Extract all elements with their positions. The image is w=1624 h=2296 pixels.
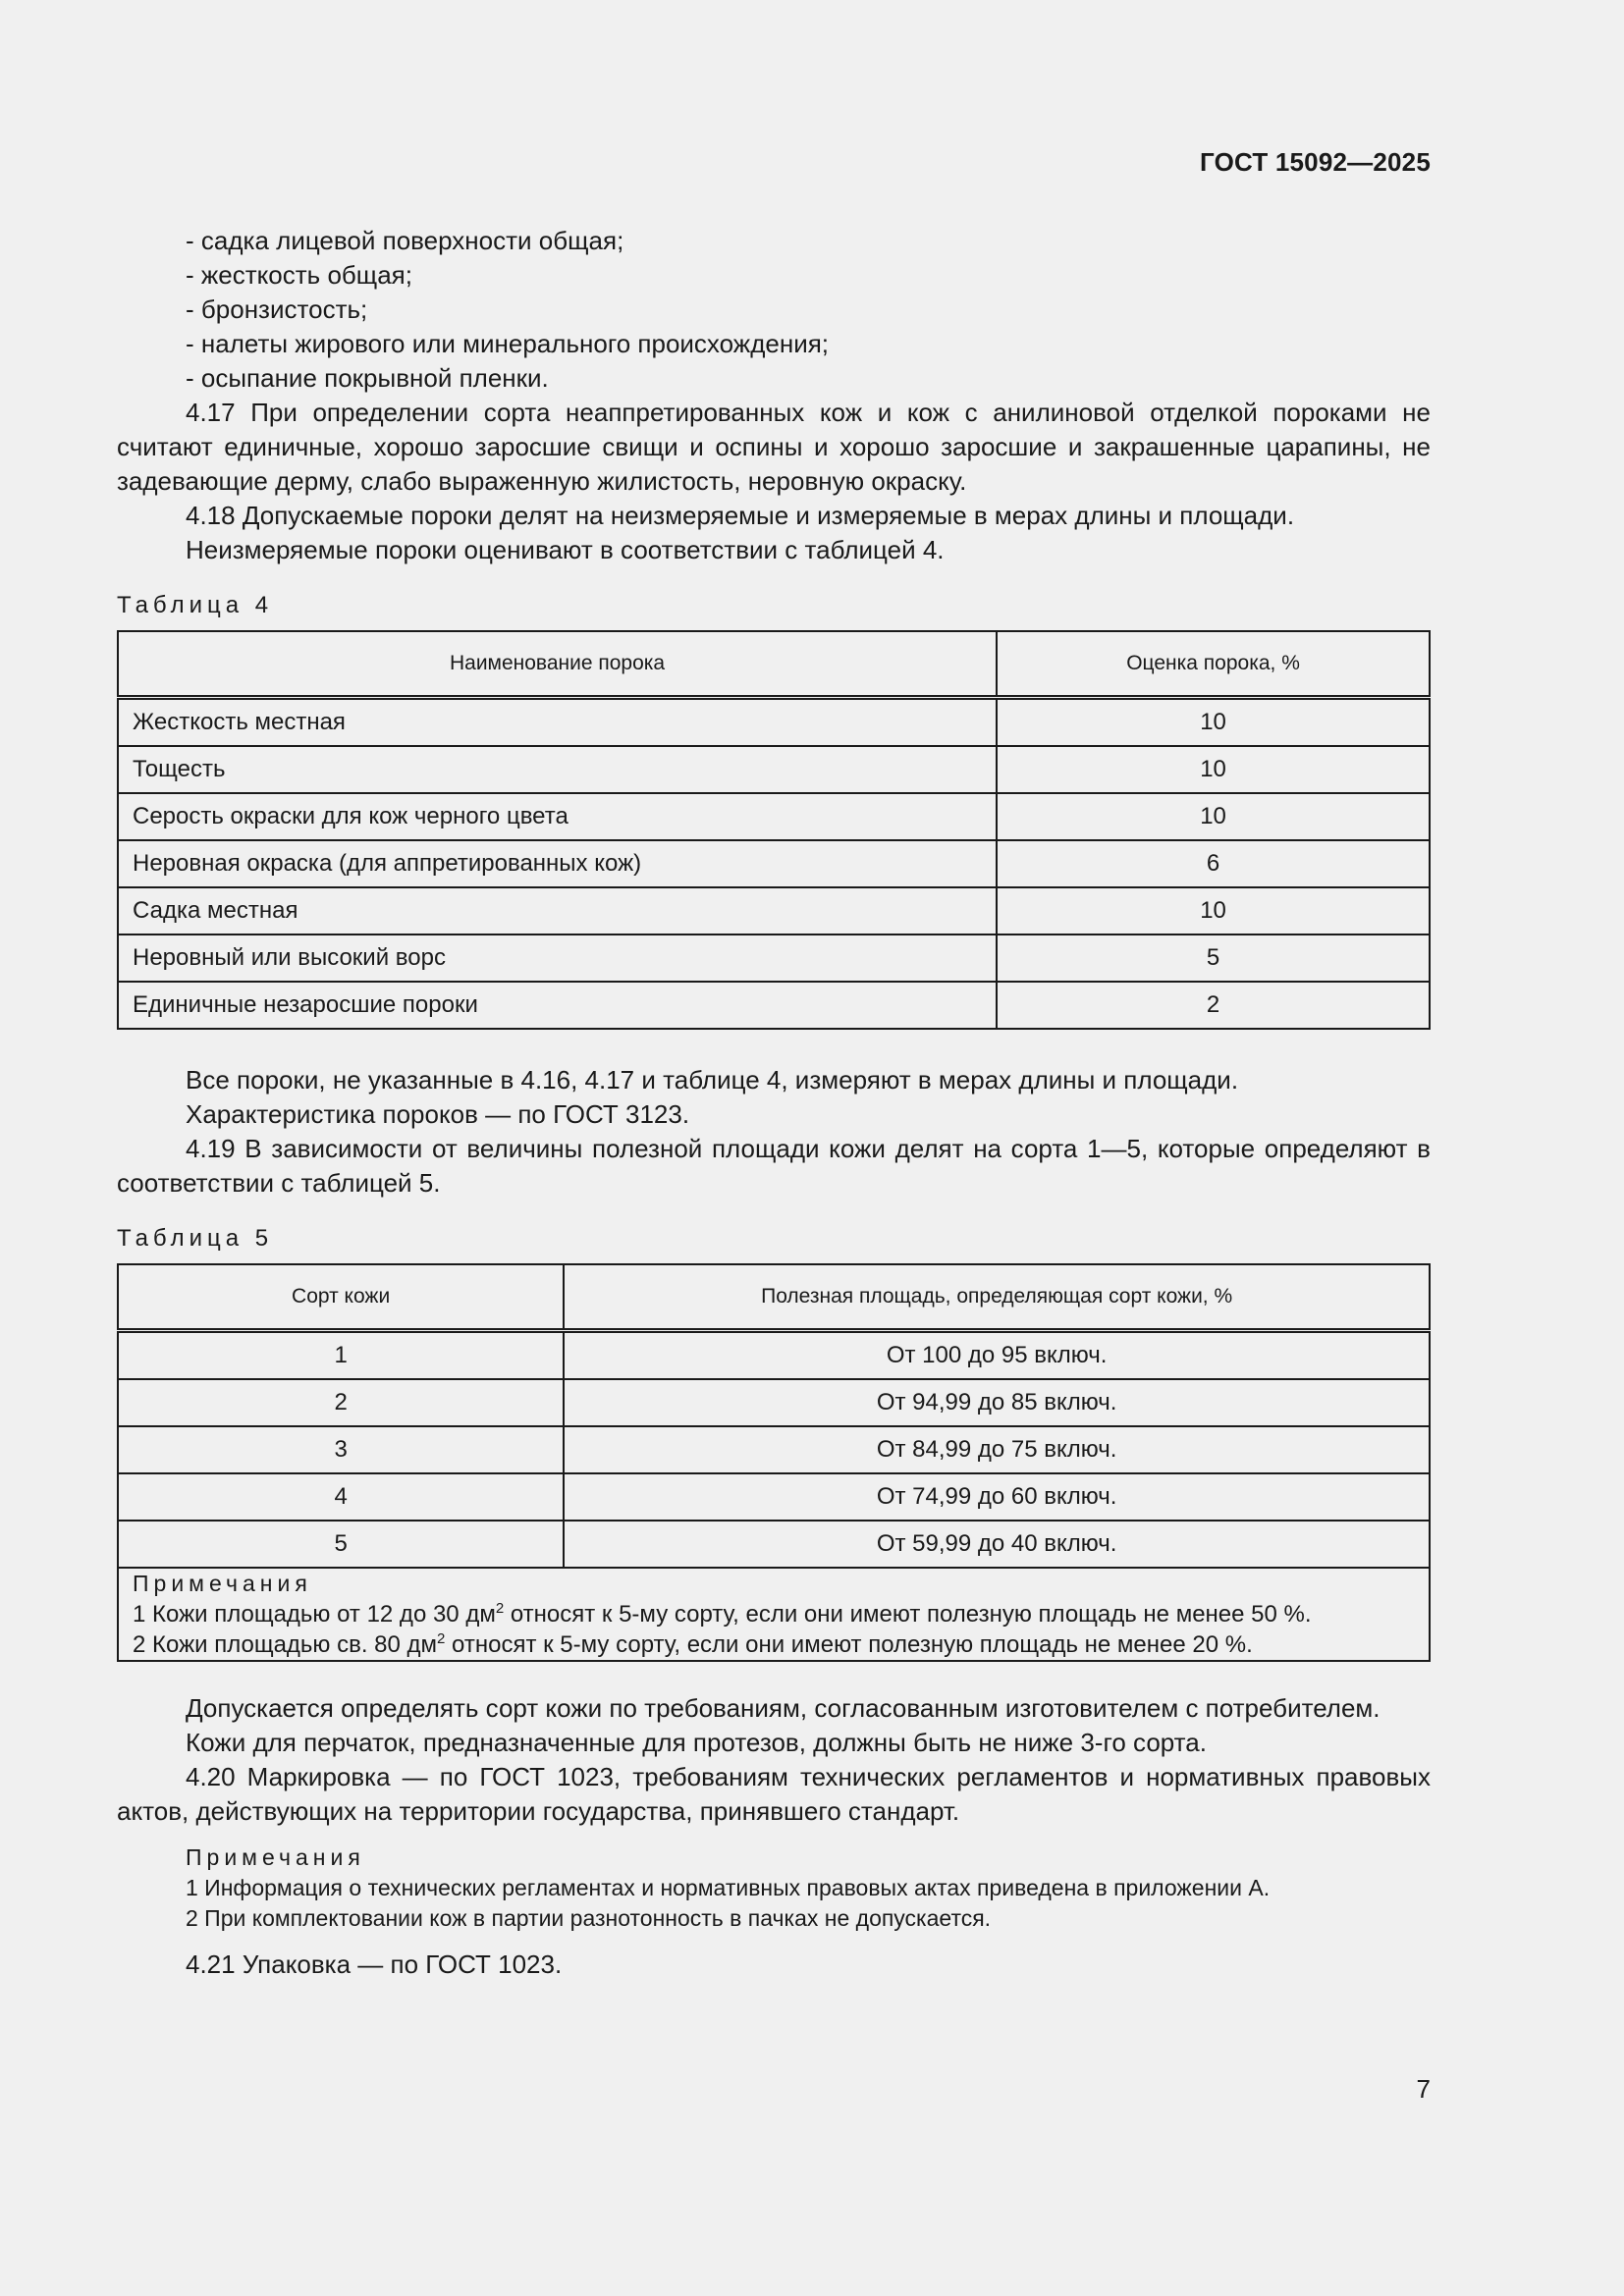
- table5-caption: Таблица 5: [117, 1225, 274, 1252]
- page-number: 7: [1416, 2074, 1431, 2104]
- table-header-cell: Оценка порока, %: [997, 631, 1430, 698]
- table-cell: 6: [997, 840, 1430, 887]
- table-cell: Единичные незаросшие пороки: [118, 982, 997, 1029]
- paragraph: Кожи для перчаток, предназначенные для протезов, должны быть не ниже 3-го сорта.: [186, 1728, 1207, 1757]
- table-cell: От 94,99 до 85 включ.: [564, 1379, 1430, 1426]
- document-body: [117, 224, 1431, 1982]
- table-row: [118, 793, 1430, 840]
- clause-4-17: 4.17 При определении сорта неаппретированных кож и кож с анилиновой отделкой пороками не считают единичные, хорошо заросшие свищи и оспины и хорошо заросшие и закрашенные царапины, не задевающие дерму, слабо выраженную жилистость, неровную окраску.: [117, 398, 1431, 496]
- table-cell: Садка местная: [118, 887, 997, 934]
- table-cell: 2: [118, 1379, 564, 1426]
- note-text: 2 Кожи площадью св. 80 дм: [133, 1631, 438, 1658]
- table-header-cell: Полезная площадь, определяющая сорт кожи, %: [564, 1264, 1430, 1331]
- paragraph: Все пороки, не указанные в 4.16, 4.17 и таблице 4, измеряют в мерах длины и площади.: [186, 1065, 1239, 1095]
- table-cell: 10: [997, 746, 1430, 793]
- table-header-row: [118, 1264, 1430, 1331]
- table-row: [118, 1521, 1430, 1568]
- table-5: [117, 1263, 1431, 1662]
- table-4: [117, 630, 1431, 1030]
- clause-4-18: 4.18 Допускаемые пороки делят на неизмеряемые и измеряемые в мерах длины и площади.: [186, 501, 1295, 530]
- note-item: 2 При комплектовании кож в партии разнотонность в пачках не допускается.: [186, 1905, 992, 1931]
- table-cell: 5: [997, 934, 1430, 982]
- table-cell: Серость окраски для кож черного цвета: [118, 793, 997, 840]
- table-cell: 1: [118, 1331, 564, 1380]
- table-row: [118, 840, 1430, 887]
- table-row: [118, 934, 1430, 982]
- table-row: [118, 1331, 1430, 1380]
- superscript: 2: [437, 1630, 446, 1647]
- table-header-row: [118, 631, 1430, 698]
- table-header-cell: Сорт кожи: [118, 1264, 564, 1331]
- paragraph: Характеристика пороков — по ГОСТ 3123.: [186, 1099, 690, 1129]
- table-cell: 10: [997, 793, 1430, 840]
- table-row: [118, 1473, 1430, 1521]
- note-item: 1 Информация о технических регламентах и нормативных правовых актах приведена в приложении А.: [186, 1875, 1271, 1900]
- table-cell: Неровная окраска (для аппретированных кож): [118, 840, 997, 887]
- table-cell: От 59,99 до 40 включ.: [564, 1521, 1430, 1568]
- note-item: [133, 1599, 1415, 1629]
- table-cell: 5: [118, 1521, 564, 1568]
- clause-4-18-b: Неизмеряемые пороки оценивают в соответствии с таблицей 4.: [186, 535, 945, 564]
- notes-title: Примечания: [186, 1844, 365, 1870]
- paragraph: Допускается определять сорт кожи по требованиям, согласованным изготовителем с потребителем.: [186, 1693, 1380, 1723]
- table-cell: Жесткость местная: [118, 698, 997, 747]
- table-cell: Тощесть: [118, 746, 997, 793]
- table-cell: 2: [997, 982, 1430, 1029]
- table-row: [118, 698, 1430, 747]
- table-row: [118, 982, 1430, 1029]
- table-cell: Неровный или высокий ворс: [118, 934, 997, 982]
- note-item: [133, 1629, 1415, 1660]
- table-cell: 3: [118, 1426, 564, 1473]
- table-row: [118, 887, 1430, 934]
- table-notes: [118, 1568, 1430, 1661]
- list-item: - жесткость общая;: [186, 260, 412, 290]
- list-item: - садка лицевой поверхности общая;: [186, 226, 624, 255]
- note-text: 1 Кожи площадью от 12 до 30 дм: [133, 1601, 496, 1628]
- table-cell: От 74,99 до 60 включ.: [564, 1473, 1430, 1521]
- table-cell: От 100 до 95 включ.: [564, 1331, 1430, 1380]
- table4-caption: Таблица 4: [117, 592, 274, 618]
- table-cell: 10: [997, 887, 1430, 934]
- notes-title: Примечания: [133, 1571, 312, 1596]
- table-cell: От 84,99 до 75 включ.: [564, 1426, 1430, 1473]
- table-header-cell: Наименование порока: [118, 631, 997, 698]
- clause-4-20: 4.20 Маркировка — по ГОСТ 1023, требованиям технических регламентов и нормативных правовых актов, действующих на территории государства, принявшего стандарт.: [117, 1762, 1431, 1826]
- table-cell: 10: [997, 698, 1430, 747]
- clause-4-21: 4.21 Упаковка — по ГОСТ 1023.: [186, 1949, 563, 1979]
- list-item: - налеты жирового или минерального происхождения;: [186, 329, 830, 358]
- list-item: - бронзистость;: [186, 294, 368, 324]
- document-header: ГОСТ 15092—2025: [1200, 147, 1431, 177]
- table-notes-row: [118, 1568, 1430, 1661]
- table-row: [118, 1426, 1430, 1473]
- table-row: [118, 746, 1430, 793]
- table-cell: 4: [118, 1473, 564, 1521]
- list-item: - осыпание покрывной пленки.: [186, 363, 549, 393]
- clause-4-19: 4.19 В зависимости от величины полезной площади кожи делят на сорта 1—5, которые определяют в соответствии с таблицей 5.: [117, 1134, 1431, 1198]
- superscript: 2: [495, 1600, 505, 1617]
- notes-block: [186, 1842, 1431, 1934]
- note-text: относят к 5-му сорту, если они имеют полезную площадь не менее 50 %.: [504, 1601, 1312, 1628]
- table-row: [118, 1379, 1430, 1426]
- note-text: относят к 5-му сорту, если они имеют полезную площадь не менее 20 %.: [445, 1631, 1253, 1658]
